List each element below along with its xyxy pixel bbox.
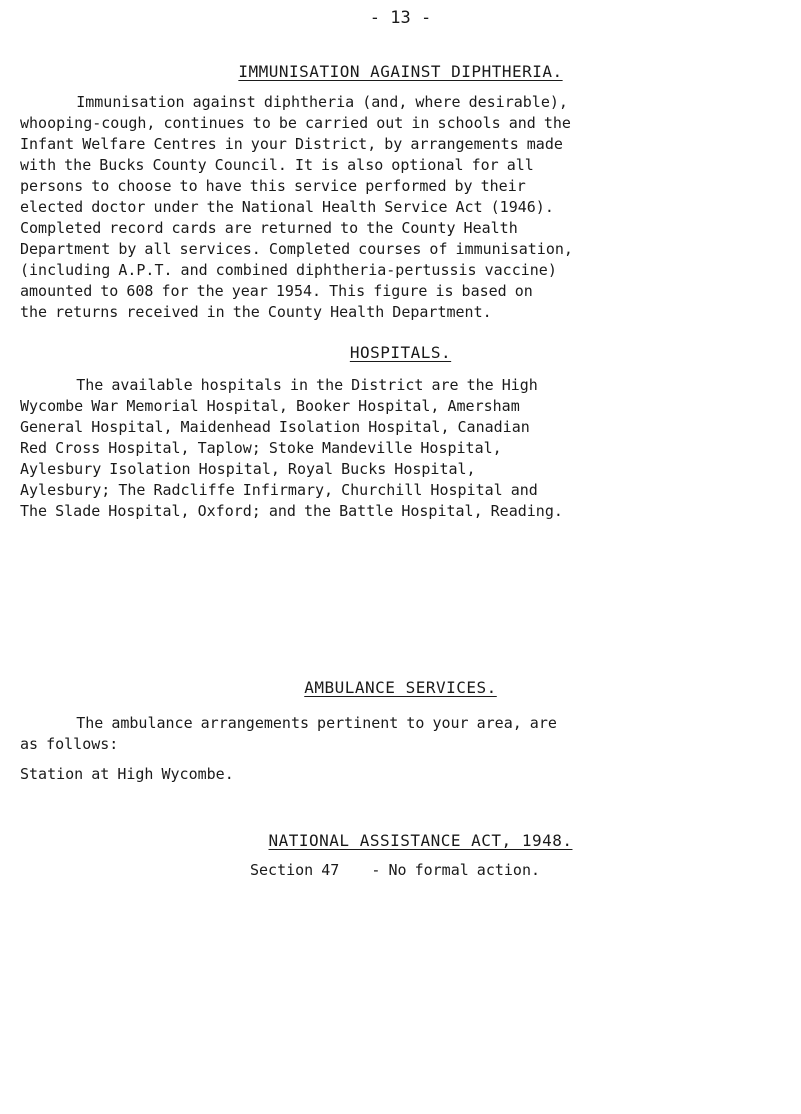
ambulance-paragraph: The ambulance arrangements pertinent to your area, are as follows: [20,714,557,753]
hospitals-paragraph: The available hospitals in the District are the High Wycombe War Memorial Hospital, Booker Hospital, Amersham General Hospital, Maidenhead Isolation Hospital, Canadian Red Cross Hospital, Taplow; Stoke Mandeville Hospital, Aylesbury Isolation Hospital, Royal Bucks Hospital, Aylesbury; The Radcliffe Infirmary, Churchill Hospital and The Slade Hospital, Oxford; and the Battle Hospital, Reading. [20,376,563,520]
national-assistance-section: Section 47 - No formal action. [250,861,541,879]
immunisation-paragraph: Immunisation against diphtheria (and, where desirable), whooping-cough, continues to be carried out in schools and the Infant Welfare Centres in your District, by arrangements made with the Bucks County Council. It is also optional for all persons to choose to have this service performed by their elected doctor under the National Health Service Act (1946). Completed record cards are returned to the County Health Department by all services. Completed courses of immunisation, (including A.P.T. and combined diphtheria-pertussis vaccine) amounted to 608 for the year 1954. This figure is based on the returns received in the County Health Department. [20,93,573,321]
ambulance-heading: AMBULANCE SERVICES. [304,678,497,697]
immunisation-heading: IMMUNISATION AGAINST DIPHTHERIA. [238,62,563,81]
national-assistance-heading: NATIONAL ASSISTANCE ACT, 1948. [268,831,573,850]
hospitals-heading: HOSPITALS. [349,343,452,362]
ambulance-station: Station at High Wycombe. [20,765,234,783]
page-number: - 13 - [369,8,432,28]
